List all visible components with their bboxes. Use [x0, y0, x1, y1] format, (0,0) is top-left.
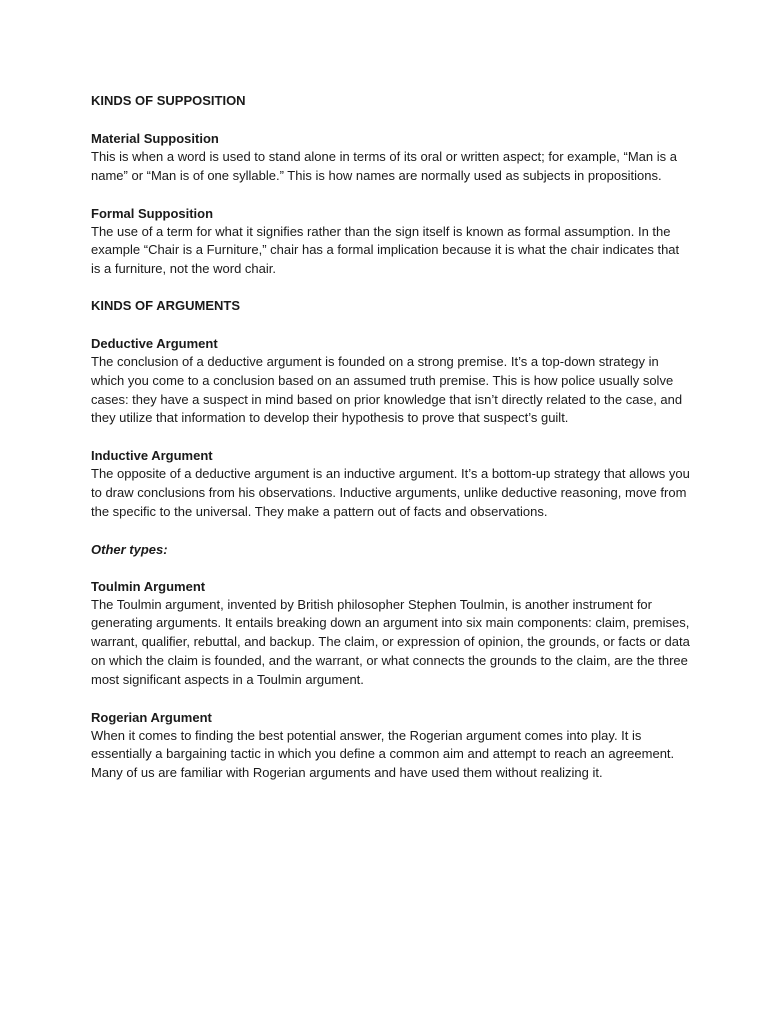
inductive-argument-text: The opposite of a deductive argument is an inductive argument. It’s a bottom-up strategy that allows you to draw conclusions from his observations. Inductive arguments, unlike deductive reasoning, move from the specific to the universal. They make a pattern out of facts and observations.	[91, 466, 690, 519]
material-supposition-title: Material Supposition	[91, 131, 219, 146]
rogerian-argument-title: Rogerian Argument	[91, 709, 212, 725]
other-types-label: Other types:	[91, 541, 168, 557]
section-title-supposition: KINDS OF SUPPOSITION	[91, 93, 246, 108]
rogerian-argument-text: When it comes to finding the best potential answer, the Rogerian argument comes into play. It is essentially a bargaining tactic in which you define a common aim and attempt to reach an agreement. Many of us are familiar with Rogerian arguments and have used them without realizing it.	[91, 727, 675, 781]
deductive-argument-title: Deductive Argument	[91, 335, 218, 351]
document-page	[91, 92, 691, 783]
toulmin-argument-title: Toulmin Argument	[91, 578, 206, 594]
formal-supposition-title: Formal Supposition	[91, 205, 214, 221]
deductive-argument-text: The conclusion of a deductive argument is founded on a strong premise. It’s a top-down strategy in which you come to a conclusion based on an assumed truth premise. This is how police usually solve cases: they have a suspect in mind based on prior knowledge that isn’t directly related to the case, and they utilize that information to develop their hypothesis to prove that suspect’s guilt.	[91, 353, 683, 426]
section-title-arguments: KINDS OF ARGUMENTS	[91, 297, 241, 313]
material-supposition-text: This is when a word is used to stand alone in terms of its oral or written aspect; for example, “Man is a name” or “Man is of one syllable.” This is how names are normally used as subjects in propositions.	[91, 149, 677, 183]
formal-supposition-text: The use of a term for what it signifies rather than the sign itself is known as formal assumption. In the example “Chair is a Furniture,” chair has a formal implication because it is what the chair indicates that is a furniture, not the word chair.	[91, 223, 680, 277]
inductive-argument-title: Inductive Argument	[91, 448, 213, 464]
toulmin-argument-text: The Toulmin argument, invented by British philosopher Stephen Toulmin, is another instrument for generating arguments. It entails breaking down an argument into six main components: claim, premises, warrant, qualifier, rebuttal, and backup. The claim, or expression of opinion, the grounds, or facts or data on which the claim is founded, and the warrant, or what connects the grounds to the claim, are the three most significant aspects in a Toulmin argument.	[91, 596, 690, 687]
